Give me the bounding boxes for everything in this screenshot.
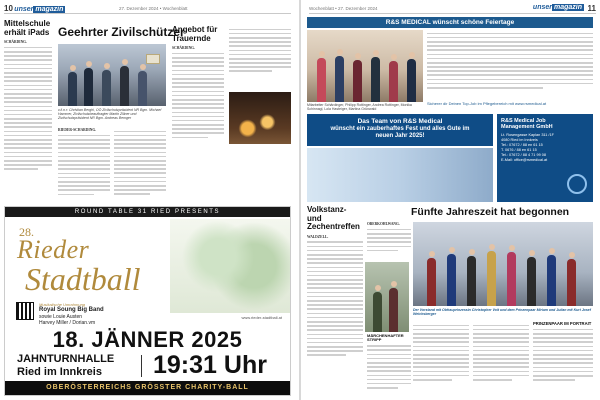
story-trauernde-col2	[229, 26, 291, 88]
fasching-body-5	[367, 334, 411, 398]
page-number: 10	[4, 4, 13, 13]
stadtball-ad	[4, 206, 291, 396]
zivil-caption: v.li.n.r: Christian Berghi, OÖ Zivilschutzpräsident NR Bgm. Michael Hammer, Zivilschutzbeauftragter Martin Zillner und Zivilschutzpräsident NR Bgm. Andreas Bemger	[58, 108, 162, 120]
story-fasching-title: Fünfte Jahreszeit hat begonnen	[411, 206, 570, 218]
story-zivil-title: Geehrter Zivilschützer	[58, 25, 185, 39]
ad-qr-code	[17, 303, 33, 319]
fasching-body-1: OBERKOHLWANG.	[367, 222, 411, 258]
magazine-brand-right: unser magazin	[532, 4, 582, 11]
ad-edition: 28.	[19, 225, 34, 239]
fasching-body-2	[413, 322, 469, 398]
ad-divider	[141, 355, 142, 377]
rs-photo-caption: Mitarbeiter Schärdinger, Philipp Rottinger, Andrea Rottinger, Monika Schinnagl, Lola Hasteiger, Martina Grünwald	[307, 103, 412, 111]
rs-banner: R&S MEDICAL wünscht schöne Feiertage	[307, 17, 593, 28]
ad-title-stadtball: Stadtball	[25, 261, 141, 297]
story-ipads	[4, 20, 52, 200]
story-volkstanz	[307, 206, 363, 398]
issue-date: 27. Dezember 2024 • Wochenblatt	[119, 6, 188, 11]
rs-greeting-line2: wünscht ein zauberhaftes Fest und alles Gute im	[330, 126, 470, 132]
fasching-caption: Der Vorstand mit Obfrauprinzessin Christopher Voit und dem Prinzenpaar Miriam und Julian mit Kurt Josef Weichsberger	[413, 308, 591, 316]
candle-photo	[229, 92, 291, 144]
right-page-header	[309, 4, 596, 14]
rs-cta[interactable]: Sicherer dir Deinen Top-Job im Pflegebereich mit www.rsmedical.at	[427, 101, 547, 106]
zivil-photo	[58, 44, 166, 106]
ad-music-label: Musikalische Umrahmung	[39, 302, 86, 307]
issue-date-right: Wochenblatt • 27. Dezember 2024	[309, 6, 378, 11]
ad-venue-l2: Ried im Innkreis	[17, 366, 102, 378]
zivil-body-1: RIEDER-SCHÄRDING.	[58, 128, 110, 204]
fasching-body-4	[533, 322, 593, 398]
ad-band-sub: sowie Louie Austen	[39, 314, 83, 320]
rs-team-photo	[307, 30, 423, 102]
fasching-body-3	[473, 322, 529, 398]
volkstanz-photo	[365, 262, 409, 332]
prinzenpaar-subhead: PRINZENPAAR IM PORTRAIT	[533, 322, 592, 326]
ad-presents-bar: ROUND TABLE 31 RIED PRESENTS	[5, 207, 290, 217]
story-ipads-title: Mittelschule erhält iPads	[4, 20, 51, 37]
ad-url: www.rieder-stadtball.at	[241, 315, 282, 320]
zivil-body-2	[114, 128, 166, 204]
ad-tree-graphic	[170, 219, 290, 313]
right-page	[301, 0, 600, 400]
rs-body	[427, 30, 593, 102]
rs-contact-box	[497, 114, 593, 202]
fasching-subhead: MÄRCHENHAFTER STRIPP	[367, 334, 404, 343]
magazine-brand: unser magazin	[14, 6, 64, 13]
ad-venue-l1: JAHNTURNHALLE	[17, 353, 115, 365]
ad-band-sub2: Harvey Miller / Dorian.vm	[39, 320, 96, 326]
rs-address: Lt. Rosengasse Kaplan 311 /1F 4080 Ried im Innkreis Tel.: 07672 / 88 en 61 15 T. 0676 / 88 en 61 15 Tel.: 07672 / 88 4 71 99 08 E-Mail: office@rsmedical.at	[501, 133, 554, 162]
ad-footer: OBERÖSTERREICHS GRÖSSTER CHARITY-BALL	[5, 381, 290, 395]
story-volkstanz-title: Volkstanz- und Zechentreffen	[307, 206, 360, 231]
ad-band: Royal Soung Big Band	[39, 307, 104, 313]
ad-time: 19:31 Uhr	[153, 351, 267, 379]
certificate-icon	[146, 54, 160, 64]
story-trauernde	[172, 26, 224, 204]
ad-title-rieder: Rieder	[17, 235, 90, 264]
rs-greeting-line1: Das Team von R&S Medical	[357, 118, 443, 125]
rs-greeting-line3: neuen Jahr 2025!	[375, 133, 425, 139]
story-ipads-lead: SCHÄRDING.	[4, 40, 27, 44]
rs-greeting-box	[307, 114, 493, 146]
rs-logo	[567, 174, 587, 194]
story-trauernde-title: Angebot für Trauernde	[172, 26, 218, 43]
story-ipads-body	[4, 47, 52, 170]
page-number-right: 11	[587, 4, 596, 13]
story-volkstanz-lead: WALDZELL.	[307, 234, 329, 239]
left-page	[0, 0, 299, 400]
story-trauernde-lead: SCHÄRDING.	[172, 46, 195, 50]
ad-date: 18. JÄNNER 2025	[52, 327, 243, 352]
fasching-photo	[413, 222, 593, 306]
left-page-header	[4, 4, 291, 14]
rs-small-photo	[307, 148, 493, 202]
rs-company-name: R&S Medical Job Management GmbH	[501, 118, 553, 130]
